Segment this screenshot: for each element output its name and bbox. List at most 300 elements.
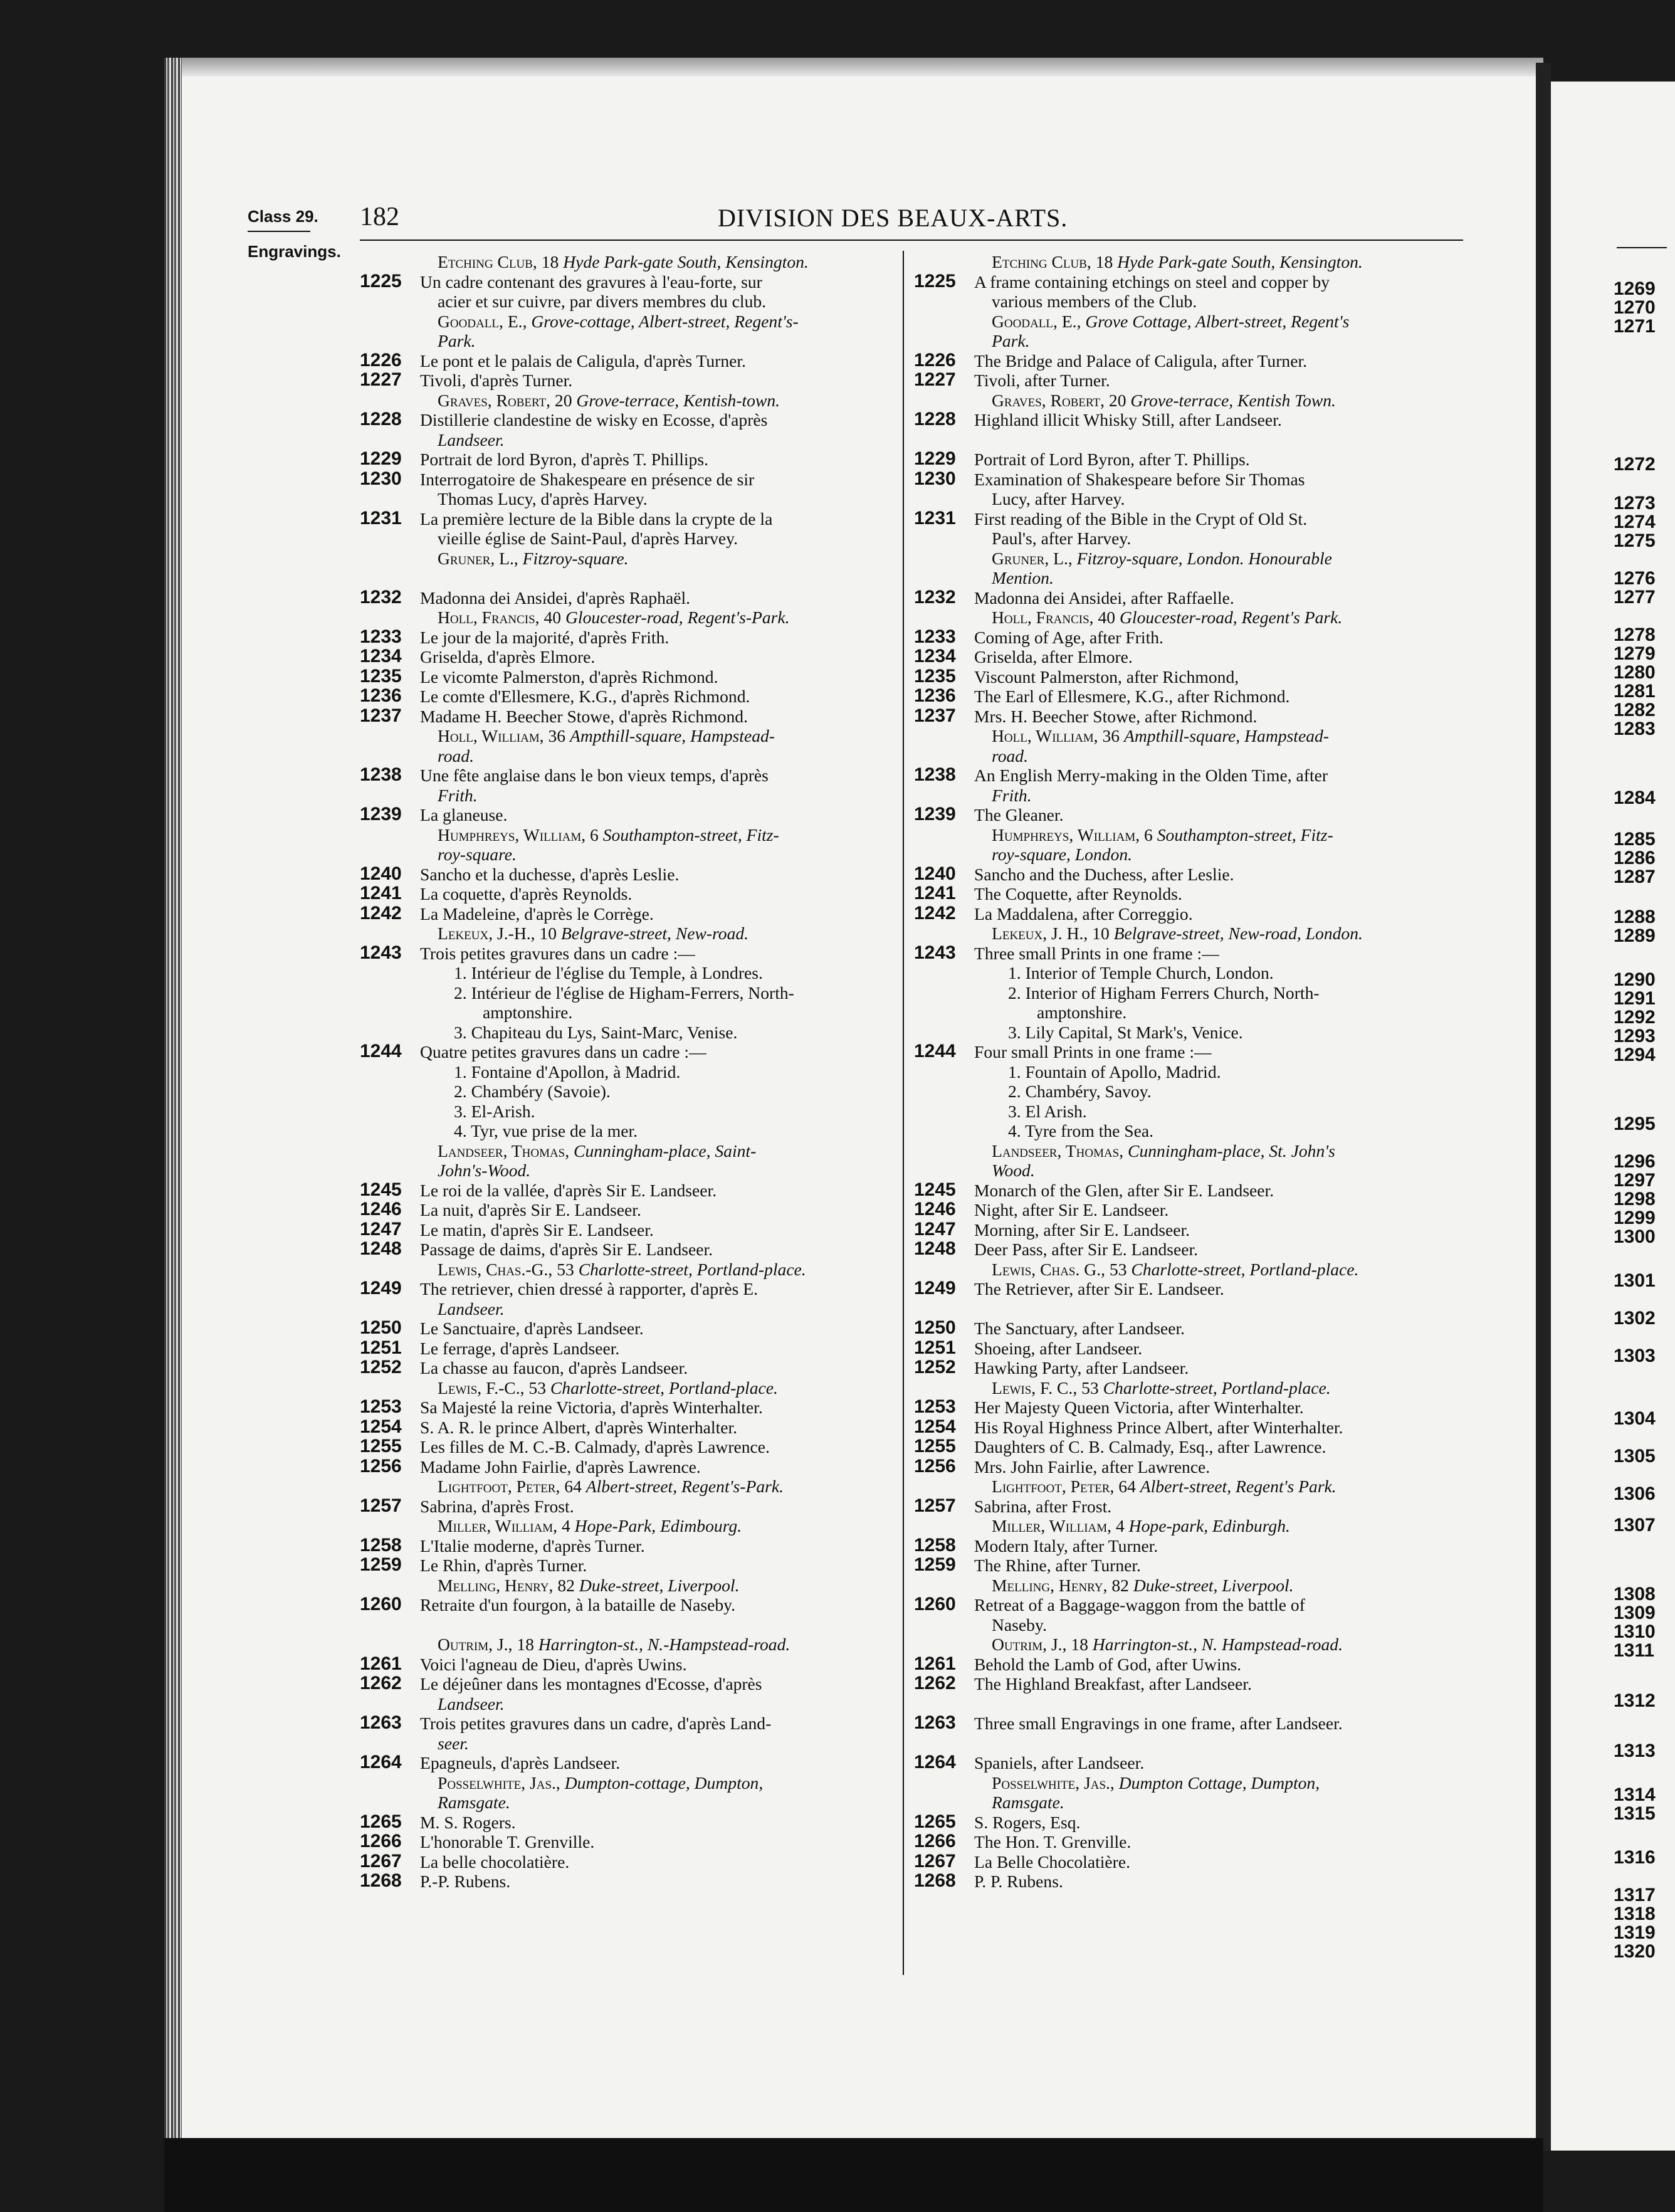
- catalog-entry: [360, 1595, 899, 1615]
- exhibitor-heading: [914, 391, 1453, 411]
- catalog-entry: [914, 1832, 1453, 1852]
- entry-continuation: [914, 489, 1453, 509]
- entry-title: Trois petites gravures dans un cadre, d'après Land-: [420, 1714, 772, 1733]
- catalog-entry: [914, 766, 1453, 786]
- exhibitor-heading: [914, 1260, 1453, 1280]
- entry-number: 1239: [914, 804, 956, 824]
- entry-title: La glaneuse.: [420, 805, 508, 824]
- exhibitor-address: Belgrave-street, New-road, London.: [1113, 924, 1363, 943]
- entry-continuation: [360, 489, 899, 509]
- catalog-entry: [360, 944, 899, 964]
- entry-title: P.-P. Rubens.: [420, 1872, 511, 1891]
- catalog-entry: [914, 865, 1453, 885]
- exhibitor-heading: [360, 608, 899, 628]
- exhibitor-address: Belgrave-street, New-road.: [560, 924, 749, 943]
- next-page-sheet: [1551, 82, 1675, 2151]
- catalog-entry: [914, 1279, 1453, 1299]
- entry-title: Le comte d'Ellesmere, K.G., d'après Richmond.: [420, 687, 750, 706]
- catalog-entry: [914, 1655, 1453, 1675]
- exhibitor-name: Lewis, Chas. G., 53: [992, 1259, 1132, 1279]
- entry-number: 1251: [360, 1337, 402, 1358]
- book-gutter: [1536, 63, 1551, 2151]
- exhibitor-name: Graves, Robert, 20: [438, 390, 577, 410]
- exhibitor-address: Cunningham-place, Saint-: [574, 1140, 757, 1161]
- blank-line: [360, 568, 899, 588]
- entry-title: Shoeing, after Landseer.: [974, 1338, 1143, 1358]
- blank-line: [914, 430, 1453, 450]
- entry-continuation: [914, 1615, 1453, 1635]
- entry-title: Le Rhin, d'après Turner.: [420, 1556, 587, 1575]
- italic-continuation: [360, 746, 899, 766]
- entry-title: Madonna dei Ansidei, after Raffaelle.: [974, 587, 1234, 608]
- sub-item: [914, 1121, 1453, 1141]
- entry-title: Interrogatoire de Shakespeare en présence de sir: [420, 469, 755, 489]
- catalog-entry: [360, 1813, 899, 1833]
- sub-item: [914, 1023, 1453, 1043]
- exhibitor-name: Lightfoot, Peter, 64: [438, 1477, 586, 1496]
- catalog-entry: [914, 371, 1453, 391]
- entry-title: Portrait de lord Byron, d'après T. Phillips.: [420, 450, 708, 469]
- entry-title: A frame containing etchings on steel and copper by: [974, 271, 1330, 292]
- entry-number: 1243: [914, 942, 956, 963]
- continuation-text: road.: [438, 745, 475, 766]
- next-page-entry-number: 1305: [1614, 1446, 1656, 1467]
- catalog-entry: [914, 351, 1453, 371]
- entry-title: The Rhine, after Turner.: [974, 1556, 1141, 1575]
- sub-item-continuation: [360, 1003, 899, 1023]
- catalog-entry: [914, 272, 1453, 292]
- entry-number: 1261: [360, 1653, 402, 1674]
- entry-title: The Retriever, after Sir E. Landseer.: [974, 1279, 1224, 1298]
- entry-title: Epagneuls, d'après Landseer.: [420, 1753, 621, 1772]
- entry-number: 1251: [914, 1337, 956, 1358]
- entry-number: 1258: [914, 1534, 956, 1556]
- entry-title: Coming of Age, after Frith.: [974, 627, 1163, 647]
- exhibitor-name: Humphreys, William, 6: [992, 824, 1157, 845]
- catalog-entry: [360, 1872, 899, 1892]
- entry-number: 1257: [914, 1495, 956, 1516]
- catalog-entry: [360, 1398, 899, 1418]
- exhibitor-name: Humphreys, William, 6: [438, 824, 603, 845]
- catalog-entry: [914, 1339, 1453, 1359]
- italic-continuation: [914, 845, 1453, 865]
- continuation-text: Park.: [438, 331, 476, 350]
- entry-number: 1232: [360, 586, 402, 608]
- catalog-entry: [360, 1220, 899, 1240]
- exhibitor-heading: [914, 1576, 1453, 1596]
- next-page-entry-number: 1279: [1614, 643, 1656, 664]
- catalog-entry: [360, 1714, 899, 1734]
- blank-line: [360, 1615, 899, 1635]
- continuation-text: Landseer.: [438, 1693, 505, 1714]
- sub-item: [360, 1062, 899, 1082]
- exhibitor-heading: [360, 1141, 899, 1161]
- entry-number: 1249: [914, 1278, 956, 1298]
- exhibitor-name: Goodall, E.,: [438, 311, 532, 331]
- entry-title: Daughters of C. B. Calmady, Esq., after Lawrence.: [974, 1437, 1326, 1456]
- entry-title: Un cadre contenant des gravures à l'eau-forte, sur: [420, 271, 762, 292]
- entry-number: 1247: [360, 1218, 402, 1240]
- next-page-entry-number: 1290: [1614, 969, 1656, 990]
- entry-number: 1264: [360, 1752, 402, 1772]
- next-page-entry-number: 1306: [1614, 1483, 1656, 1504]
- entry-number: 1253: [360, 1396, 402, 1417]
- catalog-entry: [914, 1200, 1453, 1220]
- catalog-entry: [914, 944, 1453, 964]
- sub-item: [914, 983, 1453, 1003]
- italic-continuation: [360, 786, 899, 806]
- entry-title: Night, after Sir E. Landseer.: [974, 1200, 1169, 1219]
- entry-number: 1237: [914, 705, 956, 726]
- catalog-entry: [360, 1536, 899, 1556]
- entry-title: Highland illicit Whisky Still, after Landseer.: [974, 410, 1282, 429]
- entry-title: Four small Prints in one frame :—: [974, 1042, 1212, 1061]
- next-page-entry-number: 1281: [1614, 681, 1656, 702]
- sub-item-text: 3. Lily Capital, St Mark's, Venice.: [1008, 1022, 1243, 1042]
- exhibitor-heading: [360, 391, 899, 411]
- exhibitor-name: Etching Club, 18: [992, 252, 1118, 271]
- exhibitor-address: Harrington-st., N.-Hampstead-road.: [538, 1635, 790, 1654]
- catalog-entry: [914, 1240, 1453, 1260]
- sub-item-text: 2. Intérieur de l'église de Higham-Ferrers, North-: [454, 982, 794, 1003]
- exhibitor-address: Charlotte-street, Portland-place.: [578, 1259, 806, 1279]
- catalog-entry: [914, 628, 1453, 648]
- catalog-entry: [360, 1497, 899, 1517]
- continuation-text: acier et sur cuivre, par divers membres du club.: [438, 292, 767, 311]
- entry-number: 1261: [914, 1653, 956, 1674]
- exhibitor-name: Gruner, L.,: [438, 548, 523, 568]
- exhibitor-heading: [914, 726, 1453, 746]
- entry-title: Three small Prints in one frame :—: [974, 943, 1219, 963]
- next-page-entry-number: 1274: [1614, 512, 1656, 532]
- next-page-entry-number: 1286: [1614, 848, 1656, 868]
- catalog-entry: [914, 410, 1453, 430]
- entry-number: 1253: [914, 1396, 956, 1417]
- catalog-entry: [914, 1852, 1453, 1872]
- catalog-entry: [914, 667, 1453, 687]
- entry-title: Distillerie clandestine de wisky en Ecosse, d'après: [420, 410, 768, 429]
- entry-title: Behold the Lamb of God, after Uwins.: [974, 1654, 1242, 1674]
- sub-item-text: 2. Chambéry (Savoie).: [454, 1082, 611, 1101]
- entry-title: Monarch of the Glen, after Sir E. Landseer.: [974, 1180, 1274, 1200]
- catalog-entry: [914, 1595, 1453, 1615]
- italic-continuation: [914, 1161, 1453, 1181]
- entry-number: 1268: [360, 1870, 402, 1891]
- exhibitor-address: Cunningham-place, St. John's: [1128, 1140, 1335, 1161]
- catalog-entry: [360, 766, 899, 786]
- sub-item: [914, 1082, 1453, 1102]
- entry-number: 1263: [360, 1712, 402, 1733]
- exhibitor-address: Charlotte-street, Portland-place.: [550, 1377, 778, 1398]
- sub-item-text: 1. Interior of Temple Church, London.: [1008, 963, 1274, 982]
- catalog-entry: [914, 647, 1453, 667]
- next-page-entry-number: 1299: [1614, 1208, 1656, 1228]
- catalog-entry: [360, 351, 899, 371]
- next-page-entry-number: 1291: [1614, 988, 1656, 1009]
- entry-number: 1237: [360, 705, 402, 726]
- entry-title: La Maddalena, after Correggio.: [974, 903, 1193, 924]
- entry-title: Madonna dei Ansidei, d'après Raphaël.: [420, 587, 691, 608]
- catalog-entry: [360, 805, 899, 825]
- exhibitor-heading: [914, 1635, 1453, 1655]
- sub-item-text: 3. El-Arish.: [454, 1101, 535, 1121]
- entry-number: 1241: [360, 883, 402, 903]
- exhibitor-name: Goodall, E.,: [992, 311, 1086, 331]
- continuation-text: Paul's, after Harvey.: [992, 529, 1132, 548]
- sub-item-text: amptonshire.: [1037, 1003, 1127, 1022]
- entry-number: 1245: [360, 1179, 402, 1200]
- entry-title: The Highland Breakfast, after Landseer.: [974, 1674, 1252, 1693]
- catalog-entry: [360, 667, 899, 687]
- catalog-entry: [360, 272, 899, 292]
- sub-item-text: 2. Chambéry, Savoy.: [1008, 1082, 1152, 1101]
- next-page-entry-number: 1298: [1614, 1189, 1656, 1209]
- exhibitor-heading: [360, 726, 899, 746]
- entry-number: 1226: [914, 349, 956, 371]
- catalog-entry: [360, 904, 899, 924]
- exhibitor-heading: [914, 1477, 1453, 1497]
- continuation-text: Mention.: [992, 568, 1054, 587]
- book-spine: [164, 58, 182, 2139]
- catalog-entry: [360, 1279, 899, 1299]
- entry-title: S. Rogers, Esq.: [974, 1812, 1081, 1832]
- entry-title: The Gleaner.: [974, 805, 1064, 824]
- entry-number: 1259: [914, 1554, 956, 1575]
- entry-title: Le ferrage, d'après Landseer.: [420, 1338, 620, 1358]
- page-top-edge: [164, 58, 1543, 76]
- next-page-entry-number: 1310: [1614, 1621, 1656, 1642]
- french-column: [360, 252, 899, 1892]
- exhibitor-name: Holl, William, 36: [438, 726, 570, 745]
- italic-continuation: [360, 1694, 899, 1714]
- entry-number: 1252: [914, 1357, 956, 1377]
- entry-number: 1247: [914, 1218, 956, 1240]
- entry-number: 1229: [360, 448, 402, 469]
- entry-number: 1263: [914, 1712, 956, 1733]
- catalog-entry: [360, 1200, 899, 1220]
- entry-title: L'Italie moderne, d'après Turner.: [420, 1535, 645, 1556]
- entry-number: 1230: [914, 468, 956, 489]
- catalog-entry: [360, 1319, 899, 1339]
- entry-number: 1233: [360, 626, 402, 647]
- entry-number: 1248: [914, 1238, 956, 1259]
- exhibitor-address: Grove-terrace, Kentish Town.: [1130, 390, 1336, 410]
- catalog-entry: [360, 1358, 899, 1378]
- catalog-entry: [360, 509, 899, 529]
- bottom-shadow: [164, 2138, 1543, 2212]
- entry-number: 1256: [914, 1455, 956, 1477]
- exhibitor-name: Graves, Robert, 20: [992, 390, 1131, 410]
- italic-continuation: [360, 430, 899, 450]
- catalog-entry: [360, 410, 899, 430]
- exhibitor-heading: [914, 252, 1453, 272]
- blank-line: [914, 1694, 1453, 1714]
- catalog-entry: [914, 1556, 1453, 1576]
- entry-number: 1230: [360, 468, 402, 489]
- exhibitor-name: Lewis, Chas.-G., 53: [438, 1259, 579, 1279]
- next-page-entry-number: 1313: [1614, 1741, 1656, 1761]
- sub-item-text: 3. El Arish.: [1008, 1101, 1087, 1121]
- continuation-text: Naseby.: [992, 1614, 1047, 1635]
- entry-number: 1231: [914, 507, 956, 529]
- catalog-entry: [360, 1418, 899, 1438]
- entry-continuation: [914, 529, 1453, 549]
- continuation-text: roy-square, London.: [992, 845, 1133, 864]
- exhibitor-heading: [360, 1477, 899, 1497]
- next-page-entry-number: 1275: [1614, 530, 1656, 551]
- exhibitor-address: Dumpton-cottage, Dumpton,: [564, 1772, 764, 1793]
- next-page-entry-number: 1277: [1614, 587, 1656, 608]
- catalog-entry: [914, 1437, 1453, 1457]
- entry-title: La belle chocolatière.: [420, 1851, 570, 1872]
- continuation-text: John's-Wood.: [438, 1161, 531, 1180]
- entry-title: Le roi de la vallée, d'après Sir E. Landseer.: [420, 1180, 717, 1200]
- entry-title: Sabrina, d'après Frost.: [420, 1496, 574, 1516]
- italic-continuation: [360, 331, 899, 351]
- continuation-text: seer.: [438, 1733, 469, 1753]
- entry-number: 1259: [360, 1554, 402, 1575]
- entry-number: 1232: [914, 586, 956, 608]
- next-page-entry-number: 1308: [1614, 1584, 1656, 1604]
- next-page-entry-number: 1317: [1614, 1885, 1656, 1905]
- catalog-entry: [914, 687, 1453, 707]
- entry-number: 1246: [360, 1199, 402, 1219]
- exhibitor-address: Hope-park, Edinburgh.: [1128, 1516, 1290, 1535]
- entry-title: La Belle Chocolatière.: [974, 1851, 1131, 1872]
- entry-number: 1245: [914, 1179, 956, 1200]
- exhibitor-heading: [360, 1773, 899, 1793]
- continuation-text: roy-square.: [438, 845, 517, 864]
- exhibitor-heading: [360, 924, 899, 944]
- entry-number: 1236: [914, 685, 956, 706]
- catalog-entry: [360, 865, 899, 885]
- entry-number: 1260: [360, 1594, 402, 1614]
- entry-title: Le Sanctuaire, d'après Landseer.: [420, 1319, 644, 1338]
- exhibitor-address: Grove Cottage, Albert-street, Regent's: [1085, 311, 1350, 331]
- entry-number: 1239: [360, 804, 402, 824]
- exhibitor-name: Lewis, F. C., 53: [992, 1377, 1103, 1398]
- entry-title: The retriever, chien dressé à rapporter, d'après E.: [420, 1279, 759, 1298]
- next-page-entry-number: 1287: [1614, 866, 1656, 887]
- exhibitor-address: Ampthill-square, Hampstead-: [1123, 726, 1329, 745]
- entry-title: Sa Majesté la reine Victoria, d'après Winterhalter.: [420, 1398, 763, 1417]
- exhibitor-name: Lightfoot, Peter, 64: [992, 1477, 1140, 1496]
- exhibitor-name: Melling, Henry, 82: [992, 1575, 1133, 1595]
- entry-title: Griselda, after Elmore.: [974, 647, 1133, 666]
- next-page-entry-number: 1273: [1614, 493, 1656, 514]
- entry-title: Her Majesty Queen Victoria, after Winterhalter.: [974, 1398, 1304, 1417]
- entry-title: Une fête anglaise dans le bon vieux temps, d'après: [420, 766, 769, 785]
- continuation-text: Lucy, after Harvey.: [992, 489, 1125, 508]
- entry-title: Mrs. H. Beecher Stowe, after Richmond.: [974, 706, 1258, 726]
- entry-number: 1234: [360, 646, 402, 666]
- catalog-entry: [360, 1556, 899, 1576]
- entry-title: L'honorable T. Grenville.: [420, 1832, 595, 1851]
- next-page-entry-number: 1314: [1614, 1784, 1656, 1805]
- entry-title: Sabrina, after Frost.: [974, 1496, 1112, 1516]
- catalog-entry: [360, 1852, 899, 1872]
- entry-number: 1250: [914, 1317, 956, 1338]
- section-label: Engravings.: [248, 242, 341, 261]
- italic-continuation: [914, 1793, 1453, 1813]
- sub-item-text: 3. Chapiteau du Lys, Saint-Marc, Venise.: [454, 1022, 738, 1042]
- entry-number: 1252: [360, 1357, 402, 1377]
- exhibitor-name: Lekeux, J.-H., 10: [438, 924, 561, 943]
- entry-number: 1234: [914, 646, 956, 666]
- entry-number: 1236: [360, 685, 402, 706]
- catalog-entry: [914, 1319, 1453, 1339]
- catalog-entry: [360, 884, 899, 904]
- entry-number: 1265: [914, 1811, 956, 1832]
- exhibitor-name: Miller, William, 4: [992, 1516, 1129, 1535]
- catalog-entry: [914, 1457, 1453, 1477]
- catalog-entry: [360, 450, 899, 470]
- entry-number: 1262: [360, 1673, 402, 1693]
- sub-item-continuation: [914, 1003, 1453, 1023]
- sub-item-text: 1. Fontaine d'Apollon, à Madrid.: [454, 1061, 681, 1082]
- catalog-entry: [360, 687, 899, 707]
- entry-title: Voici l'agneau de Dieu, d'après Uwins.: [420, 1654, 687, 1674]
- exhibitor-heading: [360, 1635, 899, 1655]
- entry-title: Examination of Shakespeare before Sir Thomas: [974, 469, 1305, 489]
- exhibitor-heading: [914, 924, 1453, 944]
- catalog-entry: [360, 1753, 899, 1773]
- catalog-entry: [360, 1181, 899, 1201]
- exhibitor-address: Grove-cottage, Albert-street, Regent's-: [531, 311, 799, 331]
- exhibitor-address: Hyde Park-gate South, Kensington.: [1117, 252, 1363, 271]
- entry-number: 1227: [360, 369, 402, 390]
- entry-title: Sancho et la duchesse, d'après Leslie.: [420, 864, 680, 884]
- exhibitor-heading: [914, 1773, 1453, 1793]
- exhibitor-heading: [360, 825, 899, 845]
- exhibitor-name: Landseer, Thomas,: [438, 1140, 574, 1161]
- sub-item: [360, 963, 899, 983]
- next-page-entry-number: 1276: [1614, 568, 1656, 589]
- next-page-entry-number: 1280: [1614, 662, 1656, 683]
- catalog-entry: [914, 509, 1453, 529]
- next-page-entry-number: 1320: [1614, 1941, 1656, 1962]
- next-page-entry-number: 1293: [1614, 1026, 1656, 1046]
- next-page-entry-number: 1284: [1614, 787, 1656, 808]
- next-page-entry-number: 1311: [1614, 1640, 1655, 1661]
- italic-continuation: [360, 1161, 899, 1181]
- entry-number: 1266: [360, 1831, 402, 1851]
- exhibitor-name: Outrim, J., 18: [992, 1635, 1093, 1654]
- continuation-text: Frith.: [438, 785, 478, 805]
- exhibitor-heading: [914, 825, 1453, 845]
- catalog-entry: [914, 805, 1453, 825]
- exhibitor-name: Holl, Francis, 40: [992, 608, 1120, 627]
- catalog-entry: [914, 1181, 1453, 1201]
- next-page-entry-number: 1272: [1614, 454, 1656, 475]
- exhibitor-name: Lekeux, J. H., 10: [992, 924, 1114, 943]
- entry-number: 1231: [360, 507, 402, 529]
- entry-number: 1240: [360, 863, 402, 884]
- next-page-entry-number: 1303: [1614, 1346, 1656, 1366]
- italic-continuation: [914, 568, 1453, 588]
- next-page-entry-number: 1288: [1614, 907, 1656, 927]
- next-page-entry-number: 1285: [1614, 829, 1656, 850]
- entry-number: 1233: [914, 626, 956, 647]
- continuation-text: Park.: [992, 331, 1030, 350]
- entry-number: 1243: [360, 942, 402, 963]
- entry-number: 1254: [360, 1416, 402, 1437]
- sub-item-text: 1. Intérieur de l'église du Temple, à Londres.: [454, 963, 763, 982]
- entry-title: Quatre petites gravures dans un cadre :—: [420, 1042, 706, 1061]
- next-page-entry-number: 1316: [1614, 1847, 1656, 1868]
- catalog-entry: [360, 1457, 899, 1477]
- entry-continuation: [360, 292, 899, 312]
